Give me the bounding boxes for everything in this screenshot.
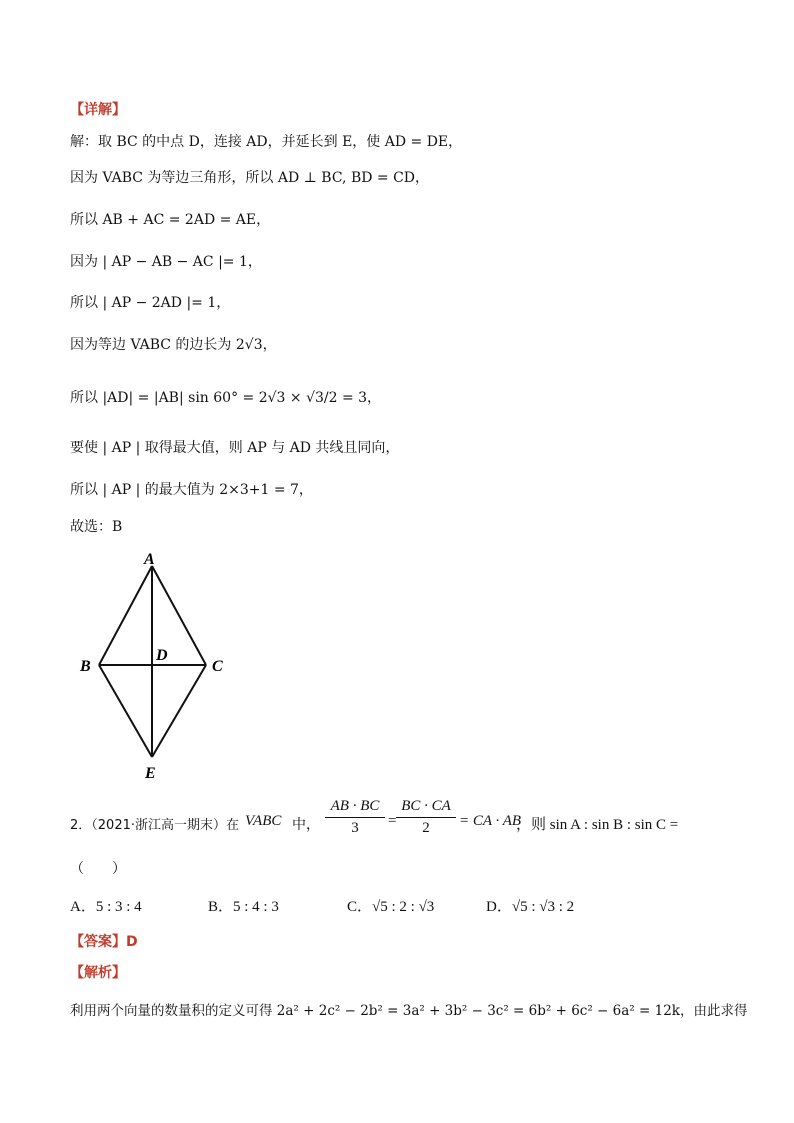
option-b[interactable]: B．5 : 4 : 3	[208, 899, 279, 915]
option-d[interactable]: D．√5 : √3 : 2	[486, 899, 575, 915]
rhombus-figure	[70, 548, 250, 786]
q2-frac2-numerator: BC · CA	[396, 798, 456, 818]
segment-ce	[152, 665, 206, 757]
q2-frac1-numerator: AB · BC	[325, 798, 385, 818]
solution-line-1: 解：取 BC 的中点 D，连接 AD，并延长到 E，使 AD = DE，	[70, 134, 463, 150]
solution-line-4: 因为 | AP − AB − AC |= 1，	[70, 254, 262, 270]
q2-fraction-2	[396, 798, 456, 837]
q2-fraction-1	[325, 798, 385, 837]
option-a[interactable]: A．5 : 3 : 4	[70, 899, 142, 915]
label-c: C	[212, 658, 223, 675]
q2-rhs: = CA · AB	[459, 813, 522, 829]
segment-be	[99, 665, 152, 757]
solution-line-6: 因为等边 VABC 的边长为 2√3，	[70, 337, 277, 353]
segment-ab	[99, 566, 152, 665]
solution-line-10: 故选：B	[70, 519, 123, 535]
solution-line-3: 所以 AB + AC = 2AD = AE，	[70, 212, 271, 228]
q2-prefix: 2．（2021·浙江高一期末）在	[70, 818, 239, 833]
q2-triangle: VABC	[245, 813, 282, 829]
analysis-line-1: 利用两个向量的数量积的定义可得 2a² + 2c² − 2b² = 3a² + 3b² − 3c² = 6b² + 6c² − 6a² = 12k，由此求得	[70, 1003, 748, 1019]
q2-equals: =	[388, 813, 397, 829]
q2-frac1-denominator: 3	[351, 820, 359, 836]
solution-line-5: 所以 | AP − 2AD |= 1，	[70, 295, 231, 311]
figure-lines	[99, 566, 206, 757]
solution-line-8: 要使 | AP | 取得最大值，则 AP 与 AD 共线且同向，	[70, 440, 400, 456]
label-b: B	[80, 658, 91, 675]
answer-heading: 【答案】D	[70, 934, 138, 950]
q2-blank: （ ）	[70, 861, 126, 877]
solution-line-2: 因为 VABC 为等边三角形，所以 AD ⊥ BC, BD = CD，	[70, 170, 430, 186]
analysis-heading: 【解析】	[70, 965, 126, 981]
label-d: D	[156, 647, 168, 664]
solution-line-7: 所以 |AD| = |AB| sin 60° = 2√3 × √3/2 = 3，	[70, 390, 382, 406]
solution-line-9: 所以 | AP | 的最大值为 2×3+1 = 7，	[70, 482, 313, 498]
q2-frac2-denominator: 2	[422, 820, 430, 836]
q2-mid: 中，	[292, 817, 320, 833]
section-detail-heading: 【详解】	[70, 102, 126, 118]
label-e: E	[145, 765, 156, 782]
q2-tail: ，则 sin A : sin B : sin C =	[516, 817, 679, 833]
option-c[interactable]: C．√5 : 2 : √3	[347, 899, 435, 915]
label-a: A	[144, 551, 155, 568]
